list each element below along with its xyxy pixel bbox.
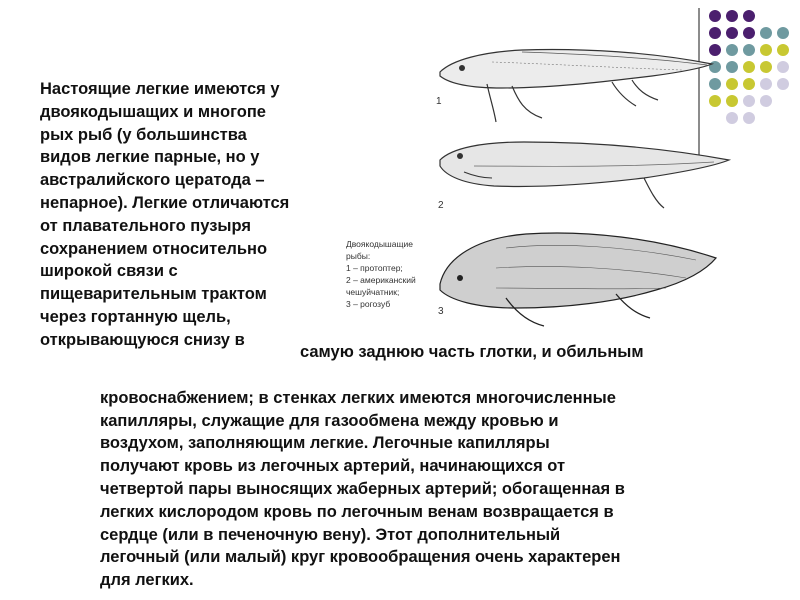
dot xyxy=(743,10,755,22)
dot xyxy=(726,78,738,90)
dot xyxy=(726,112,738,124)
dot xyxy=(726,10,738,22)
body-text-bottom xyxy=(100,364,750,592)
fish-illustration-3 xyxy=(436,228,726,328)
dot xyxy=(726,61,738,73)
dot xyxy=(743,44,755,56)
dot xyxy=(777,78,789,90)
dot xyxy=(777,44,789,56)
dot xyxy=(709,10,721,22)
fish-illustration-1 xyxy=(432,38,722,128)
fish-label-1: 1 xyxy=(436,96,442,107)
dot xyxy=(777,27,789,39)
dot xyxy=(726,95,738,107)
body-text-continuation: самую заднюю часть глотки, и обильным xyxy=(300,343,644,361)
fish-illustration-2 xyxy=(434,132,734,212)
fish-label-3: 3 xyxy=(438,306,444,317)
dot xyxy=(743,27,755,39)
body-text-bottom-content: кровоснабжением; в стенках легких имеются многочисленные капилляры, служащие для газообмена между кровью и воздухом, заполняющим легкие. Легочные капилляры получают кровь из легочных артерий, начинающихся от четвертой пары выносящих жаберных артерий; обогащенная в легких кислородом кровь по легочным венам возвращается в сердце (или в печеночную вену). Этот дополнительный легочный (или малый) круг кровообращения очень характерен для легких. xyxy=(100,388,625,590)
dot xyxy=(760,27,772,39)
fish-label-2: 2 xyxy=(438,200,444,211)
dot xyxy=(760,78,772,90)
dot xyxy=(743,112,755,124)
dot xyxy=(743,95,755,107)
decorative-dot-grid xyxy=(709,10,799,130)
dot xyxy=(726,27,738,39)
body-text-left: Настоящие легкие имеются у двоякодышащих и многопе рых рыб (у большинства видов легкие парные, но у австралийского цератода – непарное). Легкие отличаются от плавательного пузыря сохранением относительно широкой связи с пищеварительным трактом через гортанную щель, открывающуюся снизу в xyxy=(40,80,290,349)
figure-caption: Двоякодышащие рыбы: 1 – протоптер; 2 – американский чешуйчатник; 3 – рогозуб xyxy=(346,239,416,309)
dot xyxy=(743,61,755,73)
dot xyxy=(743,78,755,90)
dot xyxy=(760,95,772,107)
dot xyxy=(726,44,738,56)
dot xyxy=(760,61,772,73)
dot xyxy=(777,61,789,73)
dot xyxy=(760,44,772,56)
